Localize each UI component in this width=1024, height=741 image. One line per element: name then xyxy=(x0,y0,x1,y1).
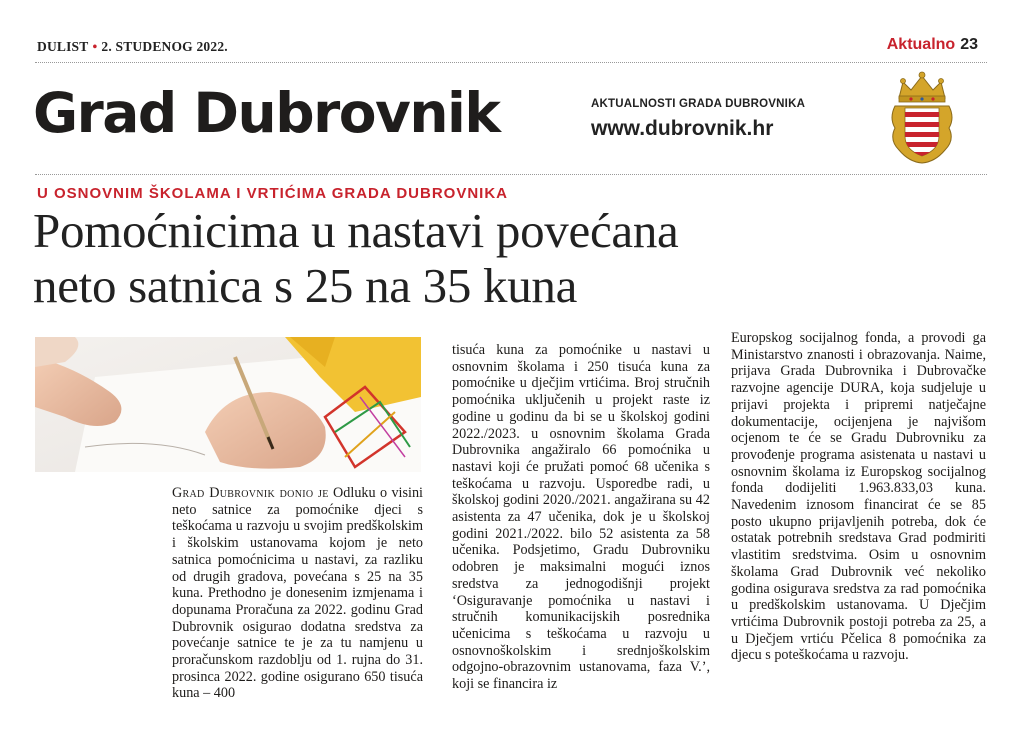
masthead-website: www.dubrovnik.hr xyxy=(591,117,774,140)
section-name: Aktualno xyxy=(886,36,956,53)
top-divider xyxy=(35,62,987,63)
article-column-2 xyxy=(452,342,710,693)
children-drawing-photo xyxy=(35,337,421,472)
article-column-1 xyxy=(172,485,423,702)
headline-line-1: Pomoćnicima u nastavi povećana xyxy=(33,203,679,258)
column-2-text: tisuća kuna za pomoćnike u nastavi u osnovnim školama i 250 tisuća kuna za pomoćnike u dječjim vrtićima. Broj stručnih pomoćnika uključenih u projekt raste iz godine u godinu da bi se u školskoj godini 2022./2023. u osnovnim školama Grada Dubrovnika angažiralo 66 pomoćnika u nastavi koji će pružati pomoć 68 učenika s teškoćama u razvoju. Usporedbe radi, u školskoj godini 2020./2021. angažirana su 42 asistenta za 47 učenika, dok je u školskoj godini 2021./2022. bilo 52 asistenta za 58 učenika. Podsjetimo, Gradu Dubrovniku odobren je maksimalni mogući iznos sredstva za jednogodišnji projekt ‘Osiguravanje pomoćnika u nastavi i stručnih komunikacijskih posrednika učenicima s teškoćama u razvoju u osnovnoškolskim i srednjoškolskim odgojno-obrazovnim ustanovama, faza V.’, koji se financira iz xyxy=(452,342,710,693)
column-3-text-a: Europskog socijalnog fonda, a provodi ga Ministarstvo znanosti i obrazovanja. Naime, prijava Grada Dubrovnika i Dubrovačke razvojne agencije xyxy=(731,330,986,397)
issue-date: 2. STUDENOG 2022. xyxy=(101,39,228,54)
masthead-tagline: AKTUALNOSTI GRADA DUBROVNIKA xyxy=(591,98,806,110)
agency-acronym: DURA xyxy=(840,380,881,397)
headline-line-2: neto satnica s 25 na 35 kuna xyxy=(33,258,578,313)
page-number: 23 xyxy=(960,36,978,53)
article-lead-in: Grad Dubrovnik donio je xyxy=(172,485,329,501)
column-1-text: Odluku o visini neto satnice za pomoćnike djeci s teškoćama u razvoju u svojim predškolskim i školskim ustanovama kojom je neto satnica pomoćnicima u nastavi, za razliku od drugih gradova, povećana s 25 na 35 kuna. Prethodno je donesenim izmjenama i dopunama Proračuna za 2022. godinu Grad Dubrovnik osigurao dodatna sredstva za povećanje satnice te je za tu namjenu u proračunskom razdoblju od 1. rujna do 31. prosinca 2022. godine osigurano 650 tisuća kuna – 400 xyxy=(172,485,423,702)
separator-dot: • xyxy=(92,39,98,54)
issue-line xyxy=(37,39,228,55)
publication-name: DULIST xyxy=(37,39,89,54)
masthead-title: Grad Dubrovnik xyxy=(33,81,500,145)
article-headline xyxy=(33,203,973,313)
article-kicker: U OSNOVNIM ŠKOLAMA I VRTIĆIMA GRADA DUBROVNIKA xyxy=(37,185,508,202)
section-label xyxy=(887,36,978,54)
dubrovnik-coat-of-arms-icon xyxy=(887,68,957,166)
article-column-3 xyxy=(731,330,986,664)
column-3-text-b: , koja sudjeluje u prijavi projekta i pripremi natječajne dokumentacije, ocijenjena je najvišom ocjenom te će se Gradu Dubrovniku za provođenje programa asistenata u nastavi u osnovnim školama iz Europskog socijalnog fonda dodijeliti 1.963.833,03 kuna. Navedenim iznosom financirat će se 85 posto ukupno prijavljenih potreba, dok će ostatak potrebnih sredstava Grad podmiriti vlastitim sredstvima. Osim u osnovnim školama Grad Dubrovnik već nekoliko godina osigurava sredstva za rad pomoćnika u predškolskim ustanovama. U Dječjim vrtićima Dubrovnik postoji potreba za 25, a u Dječjem vrtiću Pčelica 8 pomoćnika za djecu s poteškoćama u razvoju. xyxy=(731,380,986,664)
masthead-divider xyxy=(35,174,987,175)
